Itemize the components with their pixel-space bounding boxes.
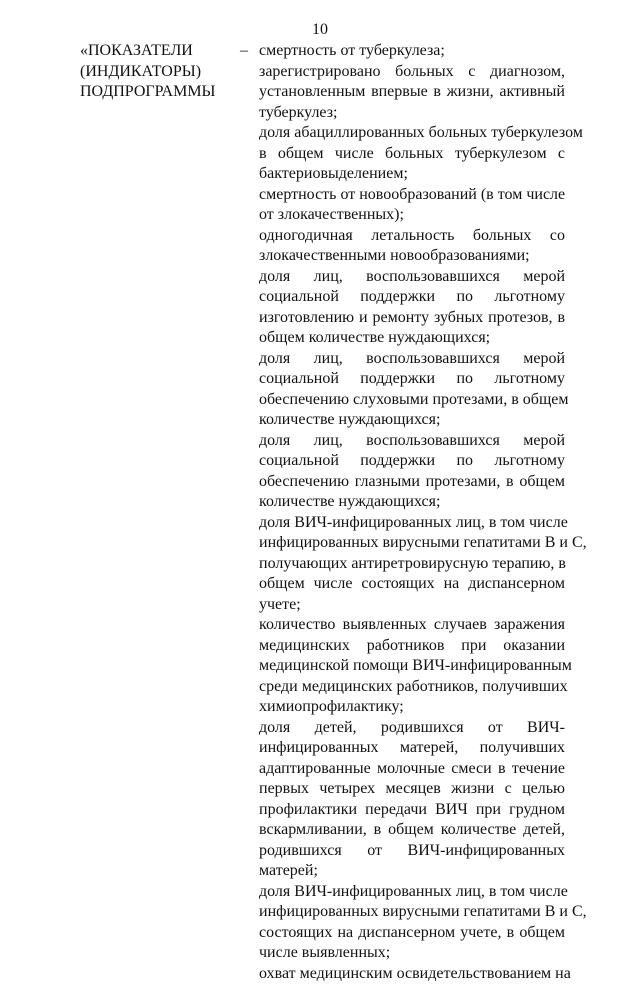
indicator-line: установленным впервые в жизни, активный: [259, 82, 565, 103]
indicator-line: доля лиц, воспользовавшихся мерой: [259, 267, 565, 288]
indicator-line: родившихся от ВИЧ-инфицированных: [259, 841, 565, 862]
indicator-line: доля лиц, воспользовавшихся мерой: [259, 349, 565, 370]
indicator-line: количество выявленных случаев заражения: [259, 615, 565, 636]
indicator-line: вскармливании, в общем количестве детей,: [259, 820, 565, 841]
indicator-item: [259, 226, 565, 267]
indicator-item: [259, 62, 565, 124]
indicator-line: количестве нуждающихся;: [259, 410, 565, 431]
indicator-line: обеспечению слуховыми протезами, в общем: [259, 390, 565, 411]
indicator-line: медицинских работников при оказании: [259, 636, 565, 657]
indicator-item: [259, 882, 565, 964]
indicator-line: охват медицинским освидетельствованием на: [259, 964, 565, 984]
heading-line: «ПОКАЗАТЕЛИ: [80, 41, 240, 62]
indicator-list: [259, 41, 565, 984]
indicator-line: инфицированных вирусными гепатитами В и С,: [259, 902, 565, 923]
heading-line: (ИНДИКАТОРЫ): [80, 62, 240, 83]
indicator-line: числе выявленных;: [259, 943, 565, 964]
indicator-line: социальной поддержки по льготному: [259, 287, 565, 308]
indicator-item: [259, 615, 565, 718]
indicator-line: матерей;: [259, 861, 565, 882]
indicator-line: злокачественными новообразованиями;: [259, 246, 565, 267]
indicator-line: среди медицинских работников, получивших: [259, 677, 565, 698]
indicator-line: от злокачественных);: [259, 205, 565, 226]
indicator-line: изготовлению и ремонту зубных протезов, в: [259, 308, 565, 329]
indicator-line: смертность от туберкулеза;: [259, 41, 565, 62]
indicator-line: социальной поддержки по льготному: [259, 369, 565, 390]
indicator-line: общем числе состоящих на диспансерном: [259, 574, 565, 595]
indicator-item: [259, 123, 565, 185]
page-number: 10: [0, 20, 640, 40]
indicator-item: [259, 185, 565, 226]
indicator-line: одногодичная летальность больных со: [259, 226, 565, 247]
indicator-line: химиопрофилактику;: [259, 697, 565, 718]
indicator-line: доля лиц, воспользовавшихся мерой: [259, 431, 565, 452]
indicator-line: бактериовыделением;: [259, 164, 565, 185]
indicator-line: смертность от новообразований (в том числе: [259, 185, 565, 206]
indicator-line: общем количестве нуждающихся;: [259, 328, 565, 349]
indicator-line: количестве нуждающихся;: [259, 492, 565, 513]
heading-line: ПОДПРОГРАММЫ: [80, 82, 240, 103]
indicator-line: зарегистрировано больных с диагнозом,: [259, 62, 565, 83]
indicator-item: [259, 964, 565, 984]
indicator-line: доля абациллированных больных туберкулезом: [259, 123, 565, 144]
indicator-item: [259, 267, 565, 349]
indicator-line: доля ВИЧ-инфицированных лиц, в том числе: [259, 513, 565, 534]
indicator-line: инфицированных матерей, получивших: [259, 738, 565, 759]
indicator-line: обеспечению глазными протезами, в общем: [259, 472, 565, 493]
indicator-item: [259, 349, 565, 431]
indicator-line: учете;: [259, 595, 565, 616]
indicator-item: [259, 718, 565, 882]
indicator-item: [259, 431, 565, 513]
indicator-item: [259, 513, 565, 616]
indicator-line: инфицированных вирусными гепатитами В и С,: [259, 533, 565, 554]
indicator-line: доля ВИЧ-инфицированных лиц, в том числе: [259, 882, 565, 903]
indicator-line: профилактики передачи ВИЧ при грудном: [259, 800, 565, 821]
section-heading: [80, 41, 240, 103]
indicator-item: [259, 41, 565, 62]
indicator-line: получающих антиретровирусную терапию, в: [259, 554, 565, 575]
indicator-line: адаптированные молочные смеси в течение: [259, 759, 565, 780]
indicator-line: медицинской помощи ВИЧ-инфицированным: [259, 656, 565, 677]
indicator-line: первых четырех месяцев жизни с целью: [259, 779, 565, 800]
indicator-line: доля детей, родившихся от ВИЧ-: [259, 718, 565, 739]
dash-separator: –: [240, 41, 248, 62]
indicator-line: в общем числе больных туберкулезом с: [259, 144, 565, 165]
indicator-line: социальной поддержки по льготному: [259, 451, 565, 472]
indicator-line: состоящих на диспансерном учете, в общем: [259, 923, 565, 944]
indicator-line: туберкулез;: [259, 103, 565, 124]
